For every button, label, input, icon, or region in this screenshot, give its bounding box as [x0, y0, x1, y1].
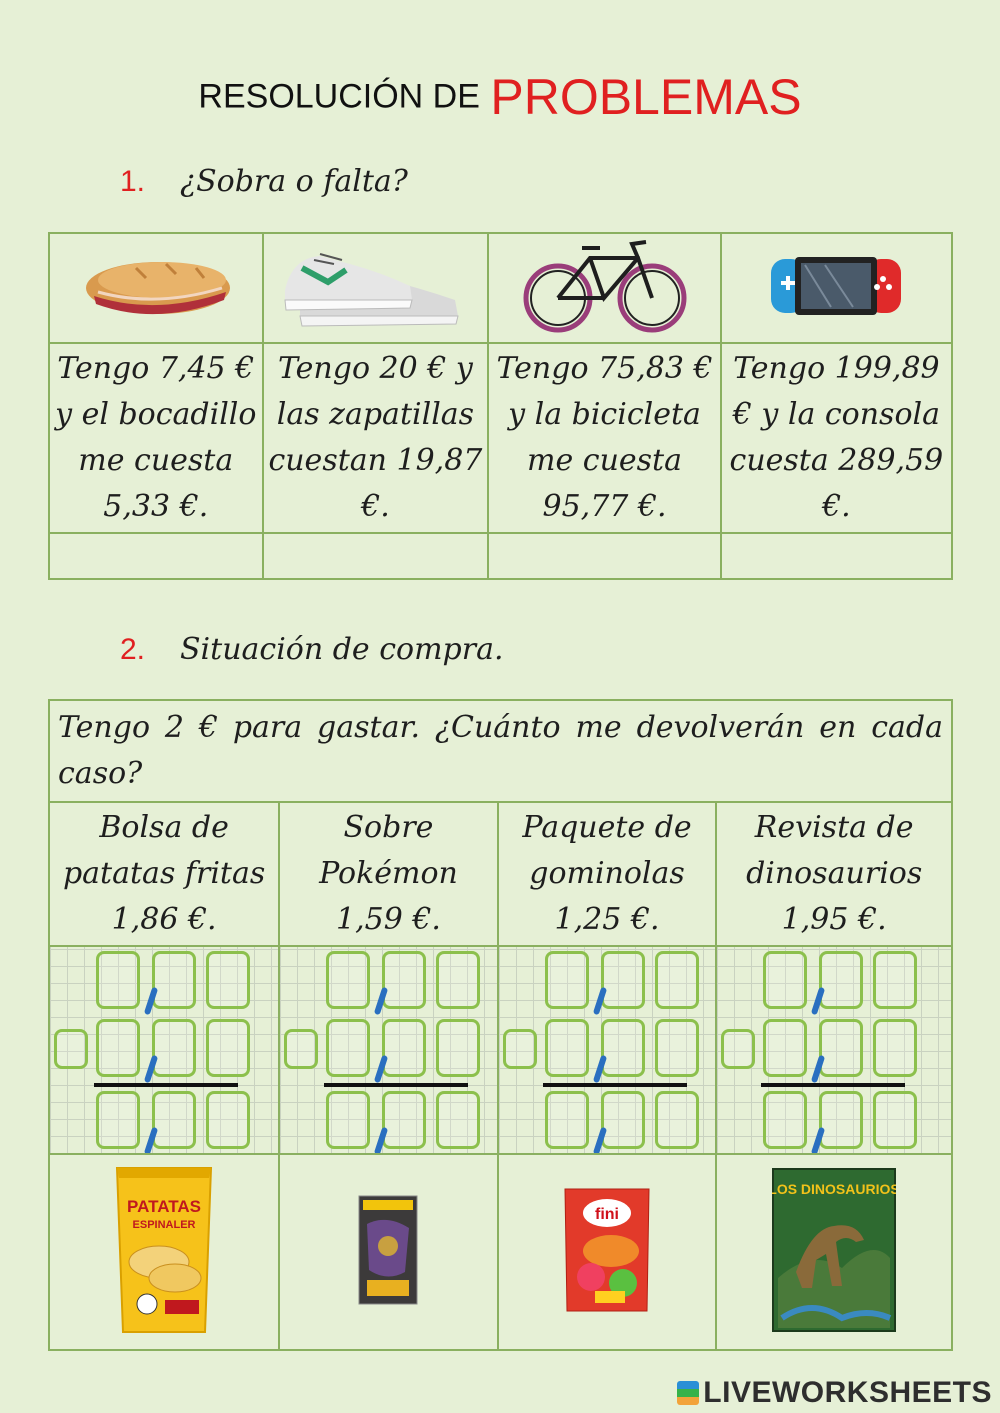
item-text-cell [488, 343, 720, 533]
section2-heading [120, 632, 504, 667]
digit-box[interactable] [382, 951, 426, 1009]
digit-box[interactable] [601, 1091, 645, 1149]
title-part1: RESOLUCIÓN DE [198, 77, 480, 116]
product-name-line1: Bolsa de [99, 810, 229, 845]
digit-box[interactable] [382, 1019, 426, 1077]
product-name-line2: dinosaurios [746, 856, 923, 891]
section2-table [48, 699, 953, 1351]
product-label-cell [49, 802, 279, 946]
item-text-zapatillas: Tengo 20 € y las zapatillas cuestan 19,87 €. [268, 351, 483, 524]
digit-box[interactable] [326, 1019, 370, 1077]
product-label-cell [279, 802, 498, 946]
product-price: 1,86 €. [111, 902, 217, 937]
subtraction-workspace [279, 946, 498, 1154]
sign-box[interactable] [54, 1029, 88, 1069]
answer-cell-zapatillas[interactable] [263, 533, 489, 579]
digit-box[interactable] [152, 1019, 196, 1077]
digit-box[interactable] [96, 951, 140, 1009]
digit-box[interactable] [206, 951, 250, 1009]
chips-cell [49, 1154, 279, 1350]
section1-number: 1. [120, 165, 146, 198]
subtraction-workspace [498, 946, 717, 1154]
chips-brand: PATATAS [127, 1197, 202, 1216]
subtraction-line [761, 1083, 905, 1087]
product-name-line1: Revista de [754, 810, 914, 845]
digit-box[interactable] [206, 1019, 250, 1077]
pokemon-cell [279, 1154, 498, 1350]
digit-box[interactable] [601, 951, 645, 1009]
item-text-cell [263, 343, 489, 533]
digit-box[interactable] [545, 1091, 589, 1149]
product-name-line2: gominolas [529, 856, 685, 891]
product-label-cell [716, 802, 952, 946]
dinosaur-magazine-image [772, 1168, 896, 1332]
product-name-line1: Sobre [343, 810, 434, 845]
game-console-image [769, 251, 903, 321]
digit-box[interactable] [545, 1019, 589, 1077]
sneakers-image [280, 238, 470, 334]
item-text-bocadillo: Tengo 7,45 € y el bocadillo me cuesta 5,33 €. [55, 351, 257, 524]
digit-box[interactable] [436, 1019, 480, 1077]
subtraction-line [94, 1083, 238, 1087]
sign-box[interactable] [721, 1029, 755, 1069]
answer-cell-bicicleta[interactable] [488, 533, 720, 579]
digit-box[interactable] [655, 1091, 699, 1149]
digit-box[interactable] [206, 1091, 250, 1149]
digit-box[interactable] [819, 951, 863, 1009]
magazine-title: LOS DINOSAURIOS [772, 1181, 897, 1197]
subtraction-workspace [716, 946, 952, 1154]
digit-box[interactable] [763, 951, 807, 1009]
sign-box[interactable] [503, 1029, 537, 1069]
item-text-cell [721, 343, 952, 533]
chips-brand2: ESPINALER [132, 1219, 196, 1231]
digit-box[interactable] [96, 1091, 140, 1149]
gummy-brand: fini [595, 1206, 620, 1223]
page-title [0, 68, 1000, 126]
digit-box[interactable] [763, 1091, 807, 1149]
liveworksheets-logo[interactable] [677, 1376, 992, 1410]
digit-box[interactable] [873, 951, 917, 1009]
digit-box[interactable] [819, 1019, 863, 1077]
bicycle-cell [488, 233, 720, 343]
section2-number: 2. [120, 633, 146, 666]
digit-box[interactable] [545, 951, 589, 1009]
digit-box[interactable] [655, 951, 699, 1009]
gummies-cell [498, 1154, 717, 1350]
section2-heading-text: Situación de compra. [180, 632, 504, 667]
product-name-line1: Paquete de [522, 810, 692, 845]
liveworksheets-logo-icon [677, 1381, 699, 1405]
chips-bag-image [109, 1162, 219, 1338]
prompt-text: Tengo 2 € para gastar. ¿Cuánto me devolverán en cada caso? [58, 710, 943, 791]
section1-heading-text: ¿Sobra o falta? [180, 164, 408, 199]
pokemon-pack-image [357, 1194, 419, 1306]
section1-table [48, 232, 953, 580]
product-price: 1,59 €. [335, 902, 441, 937]
item-text-consola: Tengo 199,89 € y la consola cuesta 289,59 €. [729, 351, 944, 524]
digit-box[interactable] [873, 1019, 917, 1077]
section1-heading [120, 164, 408, 199]
digit-box[interactable] [601, 1019, 645, 1077]
liveworksheets-logo-text: LIVEWORKSHEETS [703, 1376, 992, 1409]
answer-cell-bocadillo[interactable] [49, 533, 263, 579]
digit-box[interactable] [655, 1019, 699, 1077]
digit-box[interactable] [152, 951, 196, 1009]
sign-box[interactable] [284, 1029, 318, 1069]
subtraction-line [324, 1083, 468, 1087]
digit-box[interactable] [96, 1019, 140, 1077]
digit-box[interactable] [873, 1091, 917, 1149]
product-label-cell [498, 802, 717, 946]
magazine-cell [716, 1154, 952, 1350]
product-price: 1,25 €. [554, 902, 660, 937]
sneakers-cell [263, 233, 489, 343]
title-part2: PROBLEMAS [490, 69, 802, 125]
prompt-cell [49, 700, 952, 802]
digit-box[interactable] [819, 1091, 863, 1149]
subtraction-workspace [49, 946, 279, 1154]
digit-box[interactable] [382, 1091, 426, 1149]
digit-box[interactable] [436, 1091, 480, 1149]
sandwich-image [76, 246, 236, 326]
item-text-bicicleta: Tengo 75,83 € y la bicicleta me cuesta 95,77 €. [496, 351, 713, 524]
answer-cell-consola[interactable] [721, 533, 952, 579]
product-price: 1,95 €. [781, 902, 887, 937]
digit-box[interactable] [326, 1091, 370, 1149]
product-name-line2: Pokémon [319, 856, 458, 891]
subtraction-line [543, 1083, 687, 1087]
product-name-line2: patatas fritas [62, 856, 266, 891]
item-text-cell [49, 343, 263, 533]
digit-box[interactable] [436, 951, 480, 1009]
digit-box[interactable] [152, 1091, 196, 1149]
sandwich-cell [49, 233, 263, 343]
bicycle-image [520, 236, 690, 336]
digit-box[interactable] [326, 951, 370, 1009]
console-cell [721, 233, 952, 343]
gummies-pack-image [561, 1185, 653, 1315]
digit-box[interactable] [763, 1019, 807, 1077]
